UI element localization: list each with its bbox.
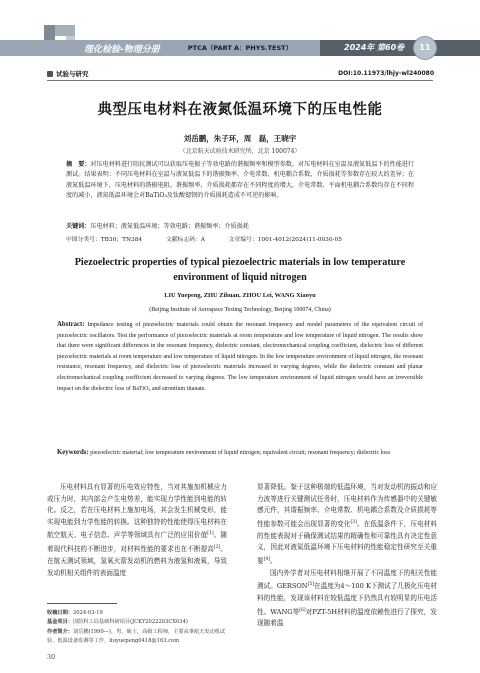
citation[interactable]: [5] xyxy=(307,582,314,588)
fund-info xyxy=(47,618,233,627)
doi[interactable]: DOI:10.11973/lhjy-wl240080 xyxy=(338,70,434,77)
en-keywords xyxy=(57,448,423,459)
cn-authors: 刘岳鹏，朱子环，周 磊，王晓宇 xyxy=(183,134,297,143)
cn-affiliation: （北京航天试验技术研究所，北京 100074） xyxy=(179,148,301,155)
en-abstract-text: Impedance testing of piezoelectric materials could obtain the resonant frequency and model parameters of the equivalent circuit of piezoelectric oscillators. Test the performance of piezoelectric materials at room temperature and low temperature of liquid nitrogen. The results show that there were significant differences in the resonant frequency, dielectric constant, electromechanical coupling coefficient, dielectric loss of different piezoelectric materials at room temperature and low temperature of liquid nitrogen. In the low temperature environment of liquid nitrogen, the resonant resistance, resonant frequency, and dielectric loss of piezoelectric materials increased to varying degrees, while the dielectric constant and planar electromechanical coupling coefficient decreased to varying degrees. The low temperature environment of liquid nitrogen would have an irreversible impact on the dielectric loss of BaTiO₃ and strontium titanate. xyxy=(57,322,423,392)
cn-keywords xyxy=(66,222,414,232)
body-text: 国内外学者对压电材料相继开展了不同温度下的相关性能测试。GERSON xyxy=(257,568,437,591)
received-label: 收稿日期： xyxy=(47,610,73,616)
body-text: 在温度为4～100 K下测试了几极化压电材料的性能，发现该材料在较低温度下仍然具有较明显的压电活性。WANG等 xyxy=(257,582,437,616)
cn-abstract-text: 对压电材料进行阻抗测试可以获取压电振子等效电路的谐振频率和模型参数。对压电材料在室温及液氮低温下的性能进行测试。结果表明：不同压电材料在室温与液氮低温下的谐振频率、介电常数、机电耦合系数、介质损耗等参数存在较大的差异；在液氮低温环境下，压电材料的谐振电阻、谐振频率、介质损耗都存在不同程度的增大，介电常数、平面机电耦合系数均存在不同程度的减小，液氮低温环境会对BaTiO₃及钛酸锶钡的介质损耗造成不可逆的影响。 xyxy=(66,161,414,200)
footnote xyxy=(47,609,233,647)
header-divider xyxy=(47,80,433,81)
journal-series: PTCA（PART A：PHYS.TEST） xyxy=(187,44,293,52)
cn-abstract-label: 摘 要： xyxy=(66,161,91,168)
cn-keywords-label: 关键词： xyxy=(66,223,91,230)
journal-name: 理化检验-物理分册 xyxy=(84,45,160,55)
body-column-right xyxy=(257,482,437,630)
author-value: 刘岳鹏(1990—)，男，硕士，高级工程师，主要从事航天发动机试验、低温设备监测等工作，liuyuepeng0418@163.com xyxy=(47,628,226,645)
cn-keywords-text: 压电材料；液氮低温环境；等效电路；谐振频率；介质损耗 xyxy=(90,223,249,230)
document-code: 文献标志码：A xyxy=(165,237,205,243)
author-label: 作者简介： xyxy=(47,628,73,635)
en-affiliation: (Beijing Institute of Aerospace Testing Technology, Beijing 100074, China) xyxy=(149,307,331,313)
footnote-divider xyxy=(47,603,117,604)
body-text: 。随着现代科技的不断进步，对材料性能的要求也在不断提高 xyxy=(47,531,228,554)
en-keywords-text: piezoelectric material; low temperature environment of liquid nitrogen; equivalent circuit; resonant frequency; dielectric loss xyxy=(90,450,390,456)
body-text: 对PZT-5H材料的温度依赖性进行了探究，发现随着温 xyxy=(257,607,437,628)
body-text: 。在航天测试领域，氢氧火箭发动机的燃料为液氢和液氧，导致发动机相关组件的表面温度 xyxy=(47,545,228,577)
fund-value: 国防科工局基础科研项目(JCKY2022203CX034) xyxy=(72,619,188,626)
received-value: 2024-03-19 xyxy=(72,610,103,616)
citation[interactable]: [2] xyxy=(213,545,221,551)
en-title: Piezoelectric properties of typical piezoelectric materials in low temperature environment of liquid nitrogen xyxy=(74,257,406,283)
body-paragraph xyxy=(47,482,227,579)
body-text: 。 xyxy=(269,556,277,565)
cn-meta-row xyxy=(66,234,414,243)
fund-label: 基金项目： xyxy=(47,619,73,626)
body-paragraph xyxy=(257,482,437,568)
body-column-left xyxy=(47,482,227,579)
en-abstract xyxy=(57,320,423,394)
cn-abstract xyxy=(66,160,414,202)
body-paragraph xyxy=(257,568,437,630)
body-text: 压电材料具有显著的压电效应特性，当对其施加机械应力或压力时，其内部会产生电势差，能实现力学性能到电能的转化。反之，若在压电材料上施加电场，其会发生机械变形，能实现电能到力学性能的转换。这种独特的性能使得压电材料在航空航天、电子信息、声学等领域具有广泛的应用价值 xyxy=(47,483,227,540)
column-label-text: 试验与研究 xyxy=(56,70,89,78)
citation[interactable]: [6] xyxy=(299,607,306,613)
en-abstract-label: Abstract: xyxy=(57,321,85,328)
citation[interactable]: [3] xyxy=(350,519,357,525)
journal-issue: 2024年 第60卷 xyxy=(344,43,405,52)
en-authors: LIU Yuepeng, ZHU Zihuan, ZHOU Lei, WANG Xiaoyu xyxy=(164,292,316,299)
en-keywords-label: Keywords: xyxy=(57,449,89,456)
citation[interactable]: [4] xyxy=(263,556,270,562)
body-text: 。在低温条件下，压电材料的性能表现对于确保测试结果的精确性和可靠性具有决定性意义，因此对液氮低温环境下压电材料的性能稳定性研究至关重要 xyxy=(257,519,438,565)
page-number: 30 xyxy=(47,653,56,661)
citation[interactable]: [1] xyxy=(207,531,214,537)
body-text: 显著降低。鉴于这种极端的低温环境，当对发动机的振动和应力波等进行关键测试任务时，压电材料作为传感器中的关键敏感元件，其谐振频率、介电常数、机电耦合系数及介质损耗等性能参数可能会出现显著的变化 xyxy=(257,483,437,528)
cn-title: 典型压电材料在液氮低温环境下的压电性能 xyxy=(97,102,383,118)
square-bullet-icon xyxy=(47,71,53,77)
received-date xyxy=(47,609,233,618)
article-number: 文章编号：1001-4012(2024)11-0030-05 xyxy=(228,237,342,243)
clc-number: 中图分类号：TB30；TN384 xyxy=(66,237,143,243)
issue-number-badge: 11 xyxy=(413,36,437,60)
author-bio xyxy=(47,628,233,647)
column-label xyxy=(47,69,89,78)
